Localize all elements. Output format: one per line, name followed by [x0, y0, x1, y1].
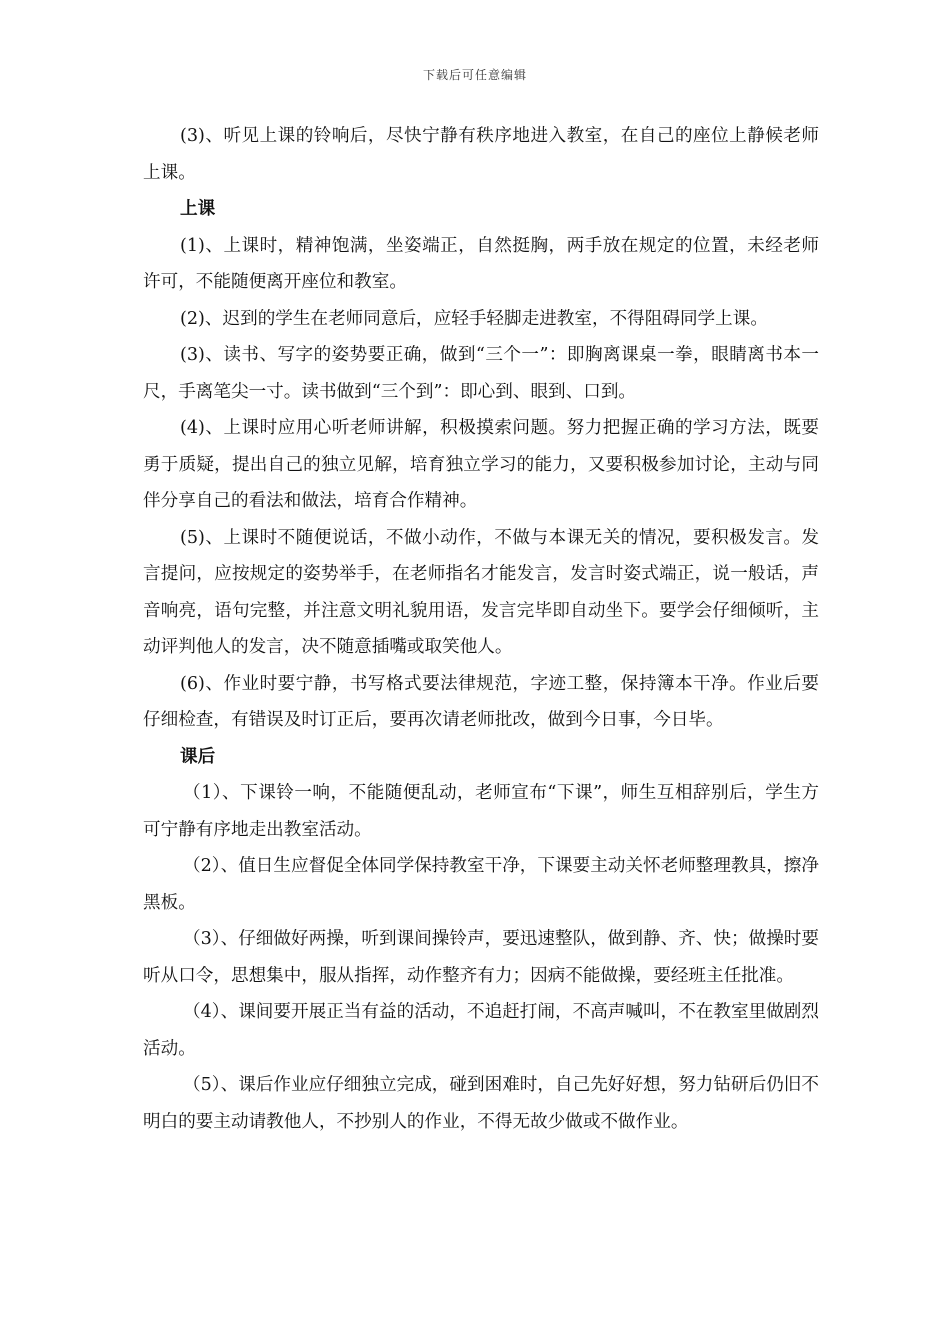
after-class-rule-2: （2）、值日生应督促全体同学保持教室干净，下课要主动关怀老师整理教具，擦净黑板。	[143, 856, 819, 913]
intro-paragraph: (3)、听见上课的铃响后，尽快宁静有秩序地进入教室，在自己的座位上静候老师上课。	[143, 126, 819, 183]
after-class-rule-1: （1）、下课铃一响，不能随便乱动，老师宣布“下课”，师生互相辞别后，学生方可宁静有序地走出教室活动。	[143, 783, 819, 840]
in-class-rule-5: (5)、上课时不随便说话，不做小动作，不做与本课无关的情况，要积极发言。发言提问，应按规定的姿势举手，在老师指名才能发言，发言时姿式端正，说一般话，声音响亮，语句完整，并注意文明礼貌用语，发言完毕即自动坐下。要学会仔细倾听，主动评判他人的发言，决不随意插嘴或取笑他人。	[143, 527, 819, 657]
after-class-rule-3: （3）、仔细做好两操，听到课间操铃声，要迅速整队，做到静、齐、快；做操时要听从口令，思想集中，服从指挥，动作整齐有力；因病不能做操，要经班主任批准。	[143, 929, 819, 986]
in-class-rule-2: (2)、迟到的学生在老师同意后，应轻手轻脚走进教室，不得阻碍同学上课。	[180, 308, 768, 329]
section-heading-in-class: 上课	[180, 199, 216, 219]
after-class-rule-5: （5）、课后作业应仔细独立完成，碰到困难时，自己先好好想，努力钻研后仍旧不明白的要主动请教他人，不抄别人的作业，不得无故少做或不做作业。	[143, 1075, 819, 1132]
after-class-rule-4: （4）、课间要开展正当有益的活动，不追赶打闹，不高声喊叫，不在教室里做剧烈活动。	[143, 1002, 819, 1059]
page-header-note: 下载后可任意编辑	[422, 68, 527, 82]
in-class-rule-4: (4)、上课时应用心听老师讲解，积极摸索问题。努力把握正确的学习方法，既要勇于质疑，提出自己的独立见解，培育独立学习的能力，又要积极参加讨论，主动与同伴分享自己的看法和做法，培育合作精神。	[143, 418, 819, 511]
document-body	[143, 118, 819, 1140]
in-class-rule-1: (1)、上课时，精神饱满，坐姿端正，自然挺胸，两手放在规定的位置，未经老师许可，不能随便离开座位和教室。	[143, 235, 819, 292]
section-heading-after-class: 课后	[180, 746, 216, 767]
in-class-rule-3: (3)、读书、写字的姿势要正确，做到“三个一”：即胸离课桌一拳，眼睛离书本一尺，手离笔尖一寸。读书做到“三个到”：即心到、眼到、口到。	[143, 345, 819, 402]
in-class-rule-6: (6)、作业时要宁静，书写格式要法律规范，字迹工整，保持簿本干净。作业后要仔细检查，有错误及时订正后，要再次请老师批改，做到今日事，今日毕。	[143, 673, 819, 730]
